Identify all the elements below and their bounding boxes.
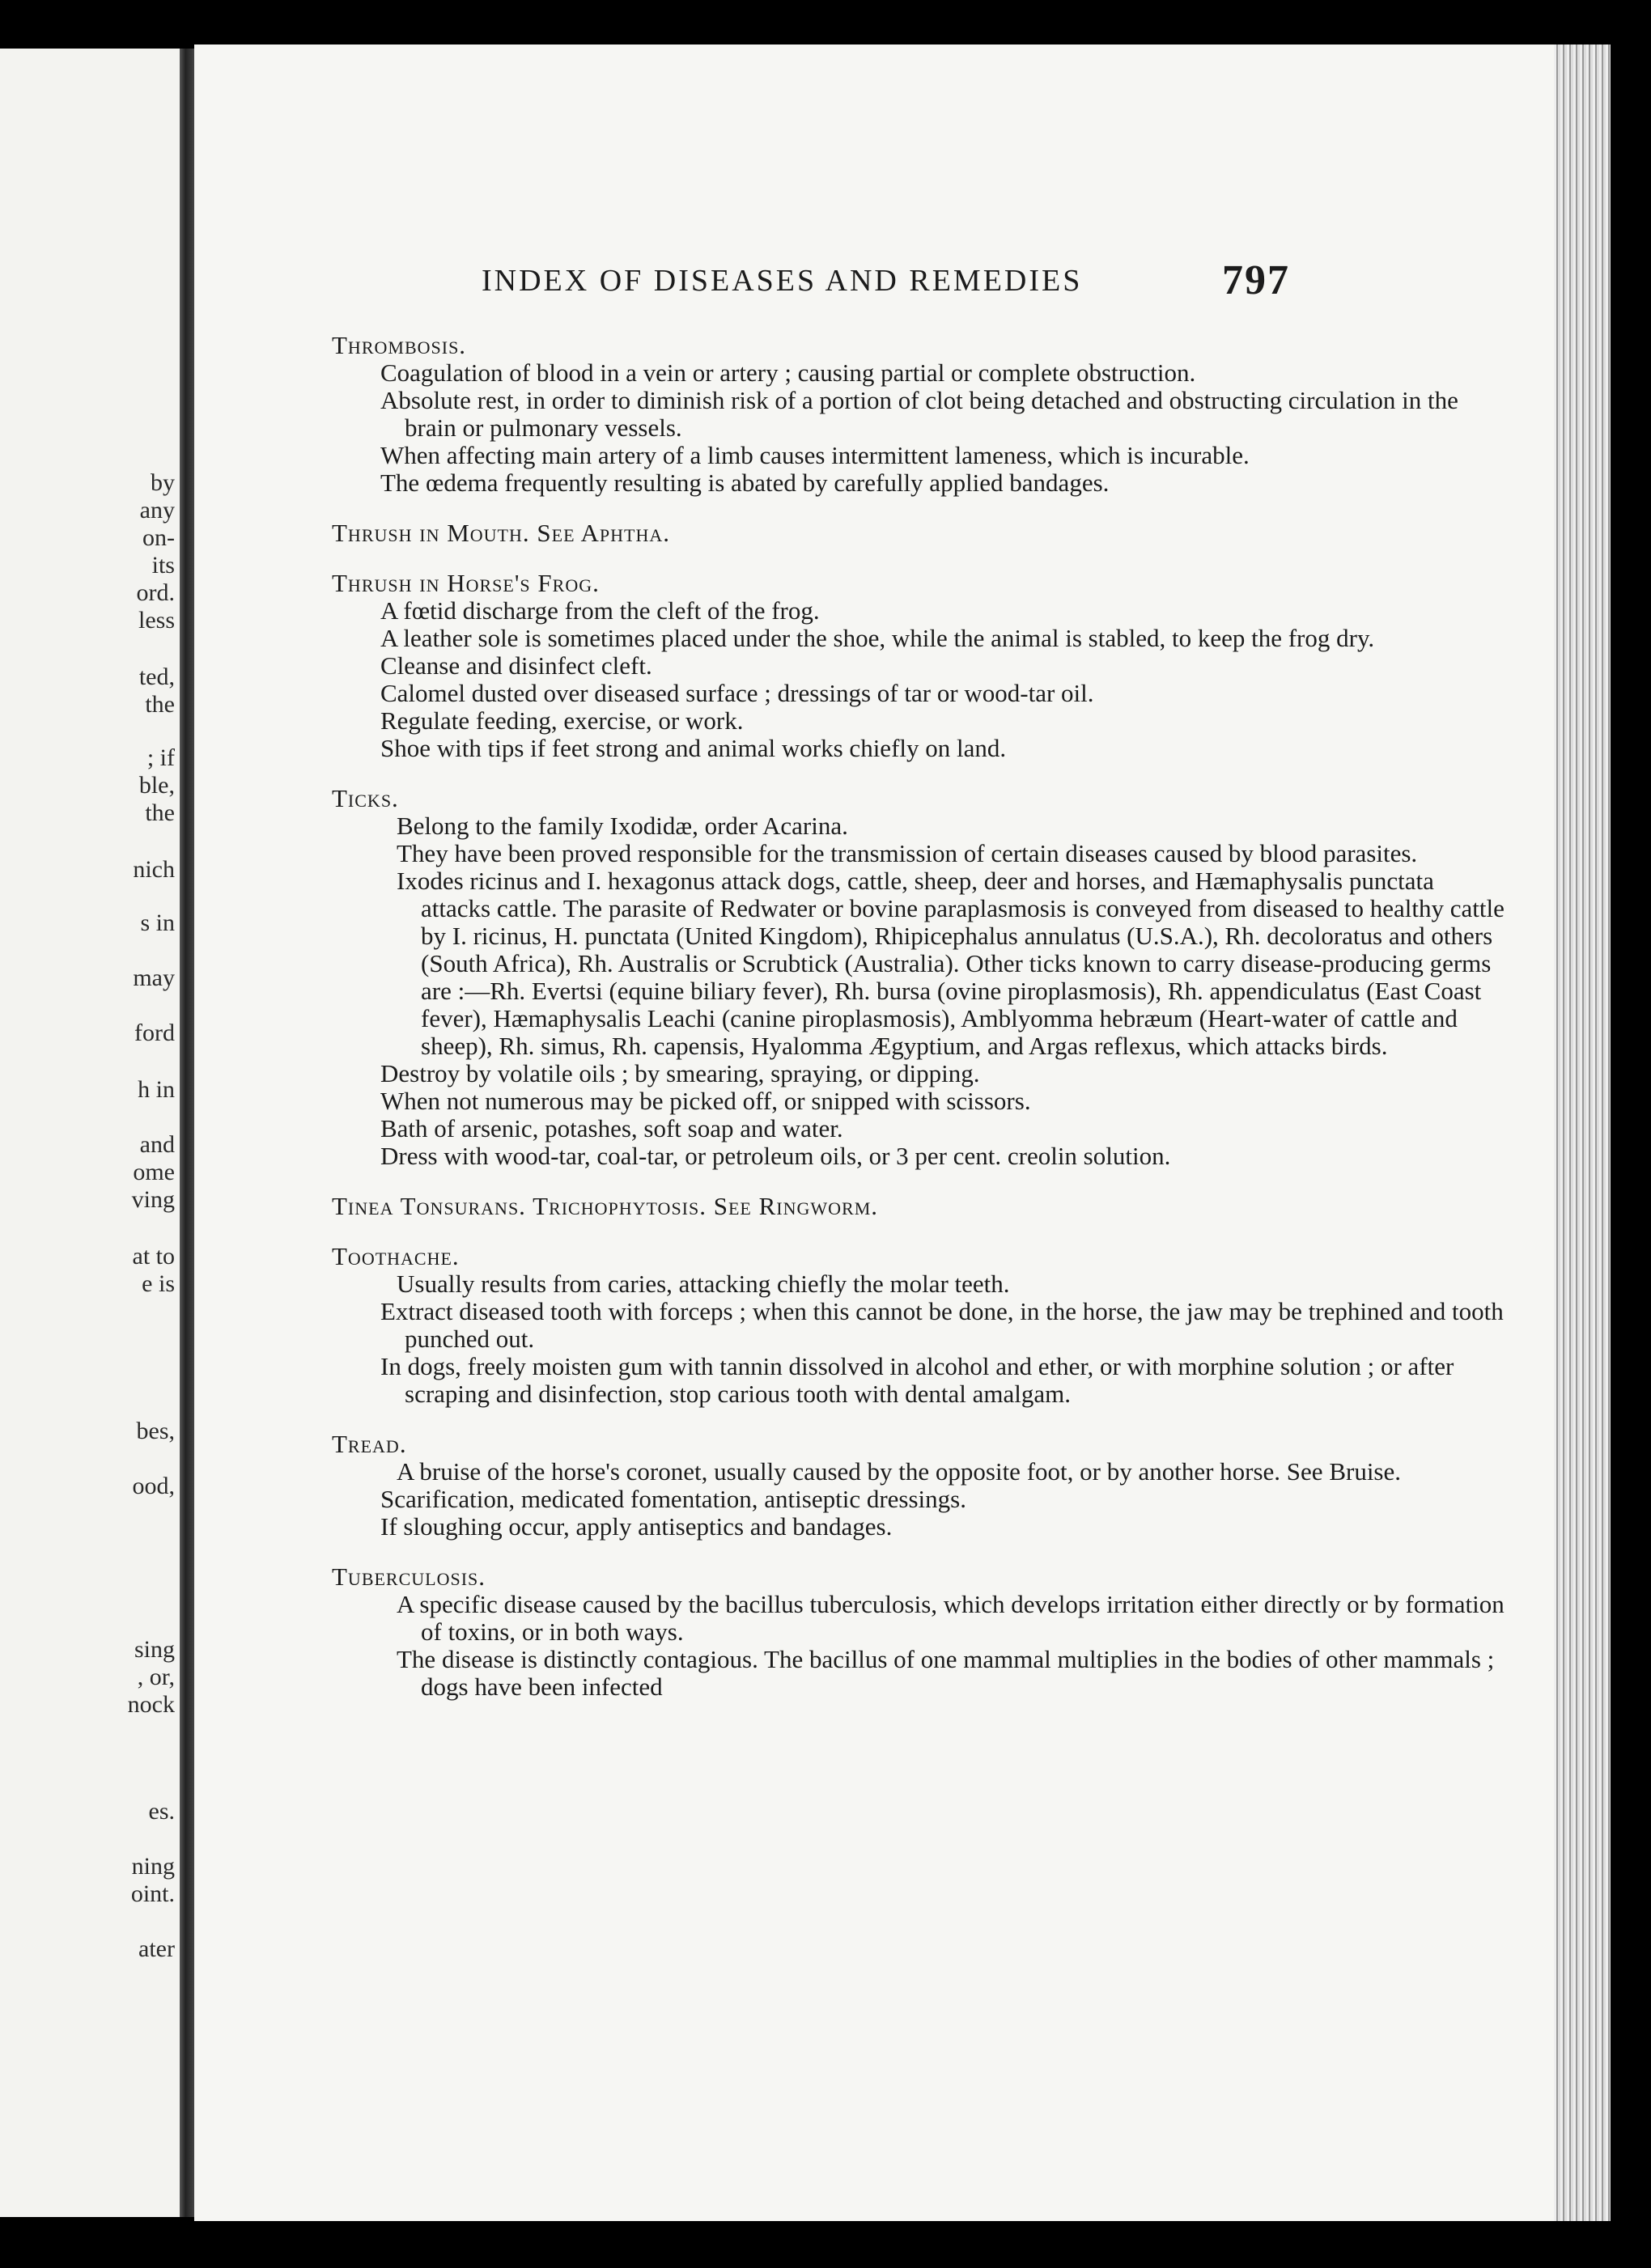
entry-remedy-line: Belong to the family Ixodidæ, order Acarina. [397, 812, 848, 840]
entry-remedy-line: Shoe with tips if feet strong and animal works chiefly on land. [380, 734, 1007, 762]
left-page-text-fragment: nich [133, 856, 175, 883]
index-entry [332, 332, 1505, 497]
entry-remedy-line: Calomel dusted over diseased surface ; dressings of tar or wood-tar oil. [380, 679, 1094, 707]
entry-remedy-line: Bath of arsenic, potashes, soft soap and water. [380, 1114, 843, 1142]
index-content [332, 332, 1505, 1723]
running-title: INDEX OF DISEASES AND REMEDIES [482, 264, 1083, 298]
entry-remedy-line: Destroy by volatile oils ; by smearing, spraying, or dipping. [380, 1059, 980, 1087]
entry-remedy-line: Regulate feeding, exercise, or work. [380, 706, 744, 735]
entry-remedy-line: Usually results from caries, attacking chiefly the molar teeth. [397, 1270, 1010, 1298]
left-page-text-fragment: may [133, 964, 175, 991]
entry-remedy-line: If sloughing occur, apply antiseptics and bandages. [380, 1512, 893, 1541]
page-edges [1554, 45, 1611, 2221]
left-page-text-fragment: ted, [138, 663, 175, 690]
entry-remedy-line: Coagulation of blood in a vein or artery ; causing partial or complete obstruction. [380, 358, 1196, 387]
entry-remedy-line: They have been proved responsible for the transmission of certain diseases caused by blood parasites. [397, 839, 1418, 867]
left-page-text-fragment: nock [127, 1691, 175, 1718]
left-page-text-fragment: its [151, 552, 175, 579]
entry-remedy-line: A bruise of the horse's coronet, usually caused by the opposite foot, or by another horse. See Bruise. [397, 1457, 1401, 1486]
entry-remedy-line: The disease is distinctly contagious. The bacillus of one mammal multiplies in the bodies of other mammals ; dogs have been infected [397, 1645, 1495, 1701]
entry-heading: Thrush in Mouth. See Aphtha. [332, 519, 671, 547]
page-number: 797 [1222, 257, 1290, 303]
left-page-text-fragment: any [139, 497, 175, 524]
left-page-text-fragment: e is [142, 1270, 175, 1297]
entry-heading: Thrombosis. [332, 331, 467, 359]
left-page-text-fragment: s in [140, 909, 175, 936]
left-page-text-fragment: ning [131, 1853, 175, 1880]
index-entry [332, 1431, 1505, 1541]
left-page-text-fragment: h in [138, 1076, 175, 1103]
left-page-text-fragment: at to [132, 1243, 175, 1270]
entry-remedy-line: A leather sole is sometimes placed under the shoe, while the animal is stabled, to keep the frog dry. [380, 624, 1375, 652]
entry-remedy-line: A specific disease caused by the bacillus tuberculosis, which develops irritation either directly or by formation of toxins, or in both ways. [397, 1590, 1505, 1646]
entry-heading: Tinea Tonsurans. Trichophytosis. See Ringworm. [332, 1192, 879, 1220]
index-entry [332, 1243, 1505, 1408]
left-page-edge [0, 49, 180, 2217]
entry-remedy-line: Absolute rest, in order to diminish risk of a portion of clot being detached and obstructing circulation in the brain or pulmonary vessels. [380, 386, 1458, 442]
index-entry [332, 1193, 1505, 1220]
left-page-text-fragment: ford [134, 1020, 175, 1046]
entry-heading: Toothache. [332, 1242, 460, 1270]
left-page-text-fragment: the [145, 799, 175, 826]
left-page-text-fragment: bes, [136, 1418, 175, 1444]
entry-remedy-line: Ixodes ricinus and I. hexagonus attack dogs, cattle, sheep, deer and horses, and Hæmaphysalis punctata attacks cattle. The parasite of Redwater or bovine paraplasmosis is conveyed from diseased to healthy cattle by I. ricinus, H. punctata (United Kingdom), Rhipicephalus annulatus (U.S.A.), Rh. decoloratus and others (South Africa), Rh. Australis or Scrubtick (Australia). Other ticks known to carry disease-producing germs are :—Rh. Evertsi (equine biliary fever), Rh. bursa (ovine piroplasmosis), Rh. appendiculatus (East Coast fever), Hæmaphysalis Leachi (canine piroplasmosis), Amblyomma hebræum (Heart-water of cattle and sheep), Rh. simus, Rh. capensis, Hyalomma Ægyptium, and Argas reflexus, which attacks birds. [397, 867, 1505, 1060]
entry-heading: Thrush in Horse's Frog. [332, 569, 600, 597]
entry-remedy-line: Extract diseased tooth with forceps ; when this cannot be done, in the horse, the jaw may be trephined and tooth punched out. [380, 1297, 1504, 1353]
entry-remedy-line: In dogs, freely moisten gum with tannin dissolved in alcohol and ether, or with morphine solution ; or after scraping and disinfection, stop carious tooth with dental amalgam. [380, 1352, 1454, 1408]
entry-remedy-line: When not numerous may be picked off, or snipped with scissors. [380, 1087, 1031, 1115]
entry-remedy-line: The œdema frequently resulting is abated by carefully applied bandages. [380, 468, 1110, 497]
entry-heading: Tread. [332, 1430, 407, 1458]
left-page-text-fragment: ord. [136, 579, 175, 606]
entry-remedy-line: Cleanse and disinfect cleft. [380, 651, 652, 680]
left-page-text-fragment: by [151, 469, 175, 496]
index-entry [332, 519, 1505, 547]
entry-remedy-line: Scarification, medicated fomentation, antiseptic dressings. [380, 1485, 966, 1513]
left-page-text-fragment: es. [148, 1798, 175, 1825]
left-page-text-fragment: less [138, 607, 175, 634]
index-entry [332, 570, 1505, 762]
entry-heading: Ticks. [332, 784, 399, 812]
book-spine [180, 49, 194, 2217]
index-entry [332, 785, 1505, 1170]
entry-remedy-line: When affecting main artery of a limb causes intermittent lameness, which is incurable. [380, 441, 1250, 469]
entry-remedy-line: A fœtid discharge from the cleft of the frog. [380, 596, 820, 625]
left-page-text-fragment: oint. [130, 1880, 175, 1907]
entry-remedy-line: Dress with wood-tar, coal-tar, or petroleum oils, or 3 per cent. creolin solution. [380, 1142, 1171, 1170]
left-page-text-fragment: ving [131, 1186, 175, 1213]
left-page-text-fragment: and [139, 1131, 175, 1158]
left-page-text-fragment: sing [134, 1636, 175, 1663]
index-entry [332, 1563, 1505, 1701]
entry-heading: Tuberculosis. [332, 1562, 486, 1591]
left-page-text-fragment: on- [142, 524, 175, 551]
left-page-text-fragment: , or, [137, 1664, 175, 1690]
left-page-text-fragment: the [145, 691, 175, 718]
left-page-text-fragment: ble, [138, 772, 175, 799]
left-page-text-fragment: ; if [146, 744, 175, 771]
right-page [194, 45, 1586, 2221]
left-page-text-fragment: ater [138, 1935, 175, 1962]
left-page-text-fragment: ome [133, 1159, 175, 1185]
left-page-text-fragment: ood, [132, 1473, 175, 1499]
